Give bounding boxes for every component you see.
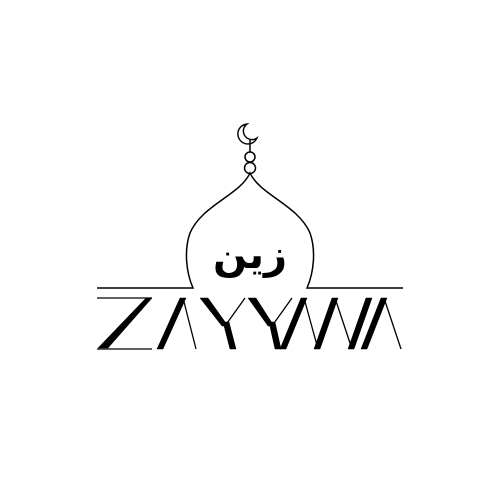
- wordmark-letter-y1: [200, 298, 245, 349]
- wordmark-zayyana: [97, 298, 401, 349]
- wordmark-letter-a: [157, 298, 196, 349]
- wordmark-letter-n: [314, 298, 372, 349]
- wordmark-letter-z: [97, 298, 152, 349]
- arabic-name-text: زين: [212, 232, 288, 278]
- finial-ball-upper: [245, 152, 255, 162]
- wordmark-letter-a2: [280, 298, 318, 349]
- crescent-icon: [238, 124, 257, 144]
